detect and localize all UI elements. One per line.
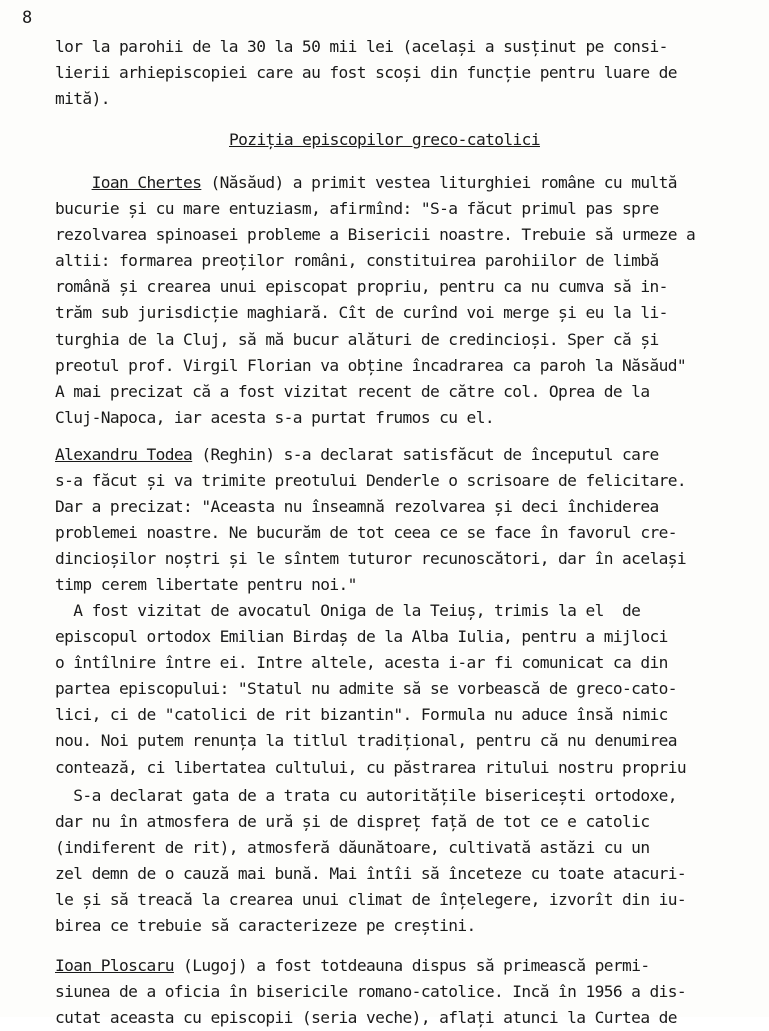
text-line (55, 442, 765, 468)
text-line: timp cerem libertate pentru noi." (55, 575, 357, 595)
text-line: rezolvarea spinoasei probleme a Bisericii noastre. Trebuie să urmeze a (55, 225, 696, 245)
person-name-todea: Alexandru Todea (55, 445, 193, 464)
text-line: S-a declarat gata de a trata cu autoritățile bisericești ortodoxe, (55, 786, 677, 805)
text-line: dincioșilor noștri și le sîntem tuturor recunoscători, dar în același (55, 549, 687, 569)
text-line: trăm sub jurisdicție maghiară. Cît de curînd voi merge și eu la li- (55, 303, 668, 323)
text-line: cutat aceasta cu episcopii (seria veche), aflați atunci la Curtea de (55, 1008, 677, 1028)
text-line: română și crearea unui episcopat propriu, pentru ca nu cumva să in- (55, 277, 668, 297)
text-line: altii: formarea preoților români, constituirea parohiilor de limbă (55, 251, 659, 271)
person-name-chertes: Ioan Chertes (91, 173, 202, 192)
text-line: dar nu în atmosfera de ură și de dispreț față de tot ce e catolic (55, 812, 650, 832)
intro-paragraph (55, 34, 765, 112)
ploscaru-paragraph (55, 953, 765, 1031)
text-line: siunea de a oficia în bisericile romano-catolice. Incă în 1956 a dis- (55, 982, 687, 1002)
text-line: A fost vizitat de avocatul Oniga de la Teiuș, trimis la el de (55, 601, 641, 620)
text-line (55, 953, 765, 979)
text-line: lierii arhiepiscopiei care au fost scoși din funcție pentru luare de (55, 63, 677, 83)
text-fragment: (Reghin) s-a declarat satisfăcut de începutul care (192, 445, 659, 464)
text-line: contează, ci libertatea cultului, cu păstrarea ritului nostru propriu (55, 757, 687, 777)
text-line: nou. Noi putem renunța la titlul tradițional, pentru că nu denumirea (55, 731, 677, 751)
text-line: bucurie și cu mare entuziasm, afirmînd: "S-a făcut primul pas spre (55, 199, 659, 219)
person-name-ploscaru: Ioan Ploscaru (55, 956, 174, 975)
text-line: le și să treacă la crearea unui climat de înțelegere, izvorît din iu- (55, 890, 687, 910)
text-line: o întîlnire între ei. Intre altele, acesta i-ar fi comunicat ca din (55, 653, 668, 673)
todea-paragraph-3 (55, 783, 765, 940)
text-line: episcopul ortodox Emilian Birdaș de la Alba Iulia, pentru a mijloci (55, 627, 668, 647)
text-fragment: (Lugoj) a fost totdeauna dispus să primească permi- (173, 956, 650, 975)
text-line: Cluj-Napoca, iar acesta s-a purtat frumos cu el. (55, 407, 494, 427)
text-line: partea episcopului: "Statul nu admite să se vorbească de greco-cato- (55, 679, 677, 699)
page-number: 8 (22, 8, 33, 28)
text-line: lici, ci de "catolici de rit bizantin". Formula nu aduce însă nimic (55, 705, 668, 725)
text-line: (indiferent de rit), atmosferă dăunătoare, cultivată astăzi cu un (55, 838, 650, 858)
text-fragment: (Năsăud) a primit vestea liturghiei române cu multă (201, 173, 677, 192)
text-line: preotul prof. Virgil Florian va obține încadrarea ca paroh la Năsăud" (55, 355, 687, 375)
todea-paragraph-2 (55, 598, 765, 781)
text-line: s-a făcut și va trimite preotului Denderle o scrisoare de felicitare. (55, 471, 687, 491)
text-line (55, 170, 765, 196)
chertes-paragraph (55, 170, 765, 431)
text-line: turghia de la Cluj, să mă bucur alături de credincioși. Sper că și (55, 329, 659, 349)
text-line: birea ce trebuie să caracterizeze pe creștini. (55, 916, 476, 936)
text-line: Dar a precizat: "Aceasta nu înseamnă rezolvarea și deci închiderea (55, 497, 659, 517)
todea-paragraph (55, 442, 765, 599)
text-line: lor la parohii de la 30 la 50 mii lei (același a susținut pe consi- (55, 37, 668, 56)
section-heading: Poziția episcopilor greco-catolici (229, 130, 540, 149)
text-line: problemei noastre. Ne bucurăm de tot ceea ce se face în favorul cre- (55, 523, 677, 543)
text-line: mită). (55, 89, 110, 109)
text-line: A mai precizat că a fost vizitat recent de către col. Oprea de la (55, 381, 650, 401)
text-line: zel demn de o cauză mai bună. Mai întîi să înceteze cu toate atacuri- (55, 864, 687, 884)
